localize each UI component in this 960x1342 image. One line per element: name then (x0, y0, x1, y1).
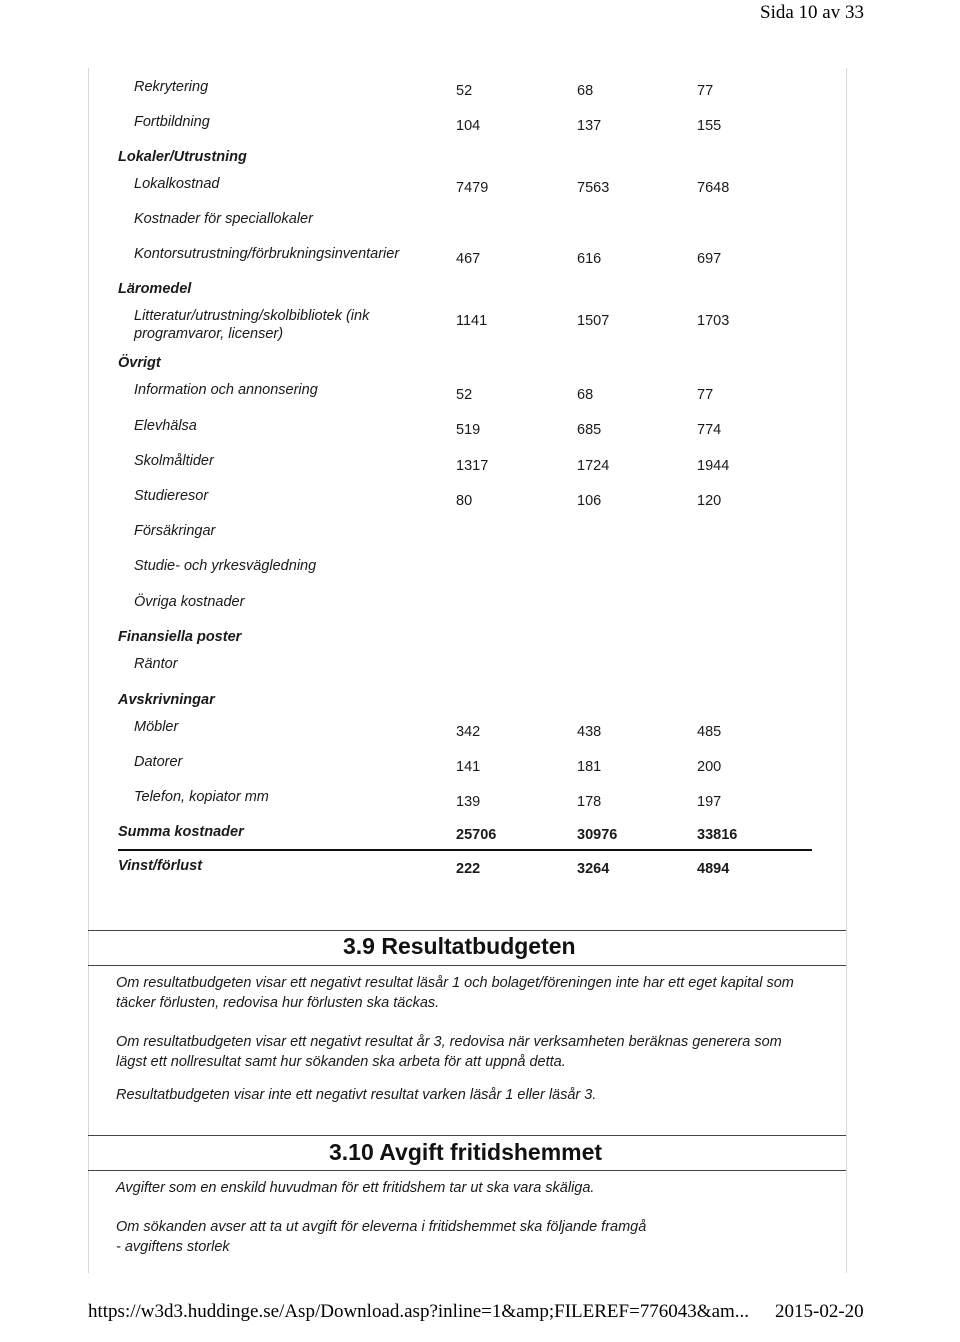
table-row (0, 788, 960, 810)
value-year2: 106 (577, 493, 602, 509)
row-label: Summa kostnader (118, 824, 244, 840)
total-divider-line (118, 849, 812, 851)
value-year1: 25706 (456, 827, 497, 843)
value-year2: 68 (577, 83, 594, 99)
paragraph: Resultatbudgeten visar inte ett negativt resultat varken läsår 1 eller läsår 3. (116, 1087, 597, 1103)
table-row (0, 210, 960, 232)
value-year3: 1944 (697, 458, 730, 474)
section-heading-label: Avskrivningar (118, 692, 215, 708)
paragraph: Om sökanden avser att ta ut avgift för eleverna i fritidshemmet ska följande framgå (116, 1219, 647, 1235)
value-year2: 438 (577, 724, 602, 740)
value-year2: 1724 (577, 458, 610, 474)
section-heading-label: Lokaler/Utrustning (118, 149, 247, 165)
table-row (0, 245, 960, 267)
section-divider (88, 1170, 846, 1171)
profit-loss-row (0, 857, 960, 879)
value-year3: 485 (697, 724, 722, 740)
value-year1: 141 (456, 759, 481, 775)
paragraph: Om resultatbudgeten visar ett negativt resultat år 3, redovisa när verksamheten beräknas generera som lägst ett nollresultat samt hur sökanden ska arbeta för att uppnå detta. (116, 1034, 782, 1070)
row-label: Kontorsutrustning/förbrukningsinventarier (134, 246, 400, 262)
value-year3: 4894 (697, 861, 730, 877)
value-year1: 52 (456, 387, 473, 403)
value-year3: 33816 (697, 827, 738, 843)
value-year1: 1317 (456, 458, 489, 474)
table-row (0, 307, 960, 347)
value-year3: 155 (697, 118, 722, 134)
value-year3: 200 (697, 759, 722, 775)
table-row (0, 78, 960, 100)
table-row (0, 452, 960, 474)
value-year3: 197 (697, 794, 722, 810)
value-year1: 467 (456, 251, 481, 267)
value-year3: 697 (697, 251, 722, 267)
row-label: Vinst/förlust (118, 858, 203, 874)
value-year1: 52 (456, 83, 473, 99)
table-row (0, 522, 960, 544)
value-year1: 7479 (456, 180, 489, 196)
value-year2: 137 (577, 118, 602, 134)
footer-url: https://w3d3.huddinge.se/Asp/Download.asp?inline=1&amp;FILEREF=776043&am... (88, 1301, 750, 1322)
table-row (0, 718, 960, 740)
value-year2: 685 (577, 422, 602, 438)
row-label: Lokalkostnad (134, 176, 220, 192)
section-divider (88, 1135, 846, 1136)
value-year2: 181 (577, 759, 602, 775)
page-number: Sida 10 av 33 (760, 2, 864, 23)
row-label: Kostnader för speciallokaler (134, 211, 313, 227)
value-year3: 77 (697, 387, 714, 403)
table-section-heading (0, 280, 960, 302)
paragraph: Om resultatbudgeten visar ett negativt resultat läsår 1 och bolaget/föreningen inte har ett eget kapital som täcker förlusten, redovisa hur förlusten ska täckas. (116, 975, 794, 1011)
row-label: Telefon, kopiator mm (134, 789, 269, 805)
row-label: Information och annonsering (134, 382, 318, 398)
row-label: Elevhälsa (134, 418, 197, 434)
section-divider (88, 930, 846, 931)
row-label: Övriga kostnader (134, 594, 245, 610)
table-section-heading (0, 148, 960, 170)
table-section-heading (0, 691, 960, 713)
table-row (0, 753, 960, 775)
section-heading-label: Läromedel (118, 281, 192, 297)
table-row (0, 417, 960, 439)
section-heading-label: Finansiella poster (118, 629, 242, 645)
row-label: Litteratur/utrustning/skolbibliotek (ink programvaror, licenser) (134, 308, 370, 342)
footer-date: 2015-02-20 (775, 1301, 864, 1322)
row-label: Möbler (134, 719, 179, 735)
value-year2: 7563 (577, 180, 610, 196)
value-year2: 68 (577, 387, 594, 403)
value-year3: 1703 (697, 313, 730, 329)
paragraph: - avgiftens storlek (116, 1239, 230, 1255)
row-label: Räntor (134, 656, 178, 672)
row-label: Skolmåltider (134, 453, 214, 469)
value-year2: 3264 (577, 861, 610, 877)
value-year3: 774 (697, 422, 722, 438)
table-section-heading (0, 354, 960, 376)
value-year1: 80 (456, 493, 473, 509)
value-year2: 30976 (577, 827, 618, 843)
paragraph: Avgifter som en enskild huvudman för ett fritidshem tar ut ska vara skäliga. (116, 1180, 595, 1196)
row-label: Studieresor (134, 488, 209, 504)
value-year1: 519 (456, 422, 481, 438)
value-year2: 616 (577, 251, 602, 267)
value-year2: 1507 (577, 313, 610, 329)
value-year1: 139 (456, 794, 481, 810)
value-year3: 77 (697, 83, 714, 99)
table-row (0, 655, 960, 677)
section-title-resultatbudgeten: 3.9 Resultatbudgeten (343, 933, 576, 959)
total-costs-row (0, 823, 960, 845)
row-label: Fortbildning (134, 114, 210, 130)
value-year3: 120 (697, 493, 722, 509)
value-year3: 7648 (697, 180, 730, 196)
value-year2: 178 (577, 794, 602, 810)
section-divider (88, 965, 846, 966)
table-row (0, 557, 960, 579)
value-year1: 222 (456, 861, 481, 877)
table-row (0, 593, 960, 615)
row-label: Datorer (134, 754, 183, 770)
table-row (0, 487, 960, 509)
row-label: Försäkringar (134, 523, 216, 539)
row-label: Rekrytering (134, 79, 209, 95)
value-year1: 104 (456, 118, 481, 134)
section-heading-label: Övrigt (118, 355, 161, 371)
value-year1: 342 (456, 724, 481, 740)
value-year1: 1141 (456, 313, 488, 329)
table-row (0, 113, 960, 135)
row-label: Studie- och yrkesvägledning (134, 558, 317, 574)
table-row (0, 175, 960, 197)
section-title-avgift-fritidshemmet: 3.10 Avgift fritidshemmet (329, 1139, 603, 1165)
table-row (0, 381, 960, 403)
table-section-heading (0, 628, 960, 650)
